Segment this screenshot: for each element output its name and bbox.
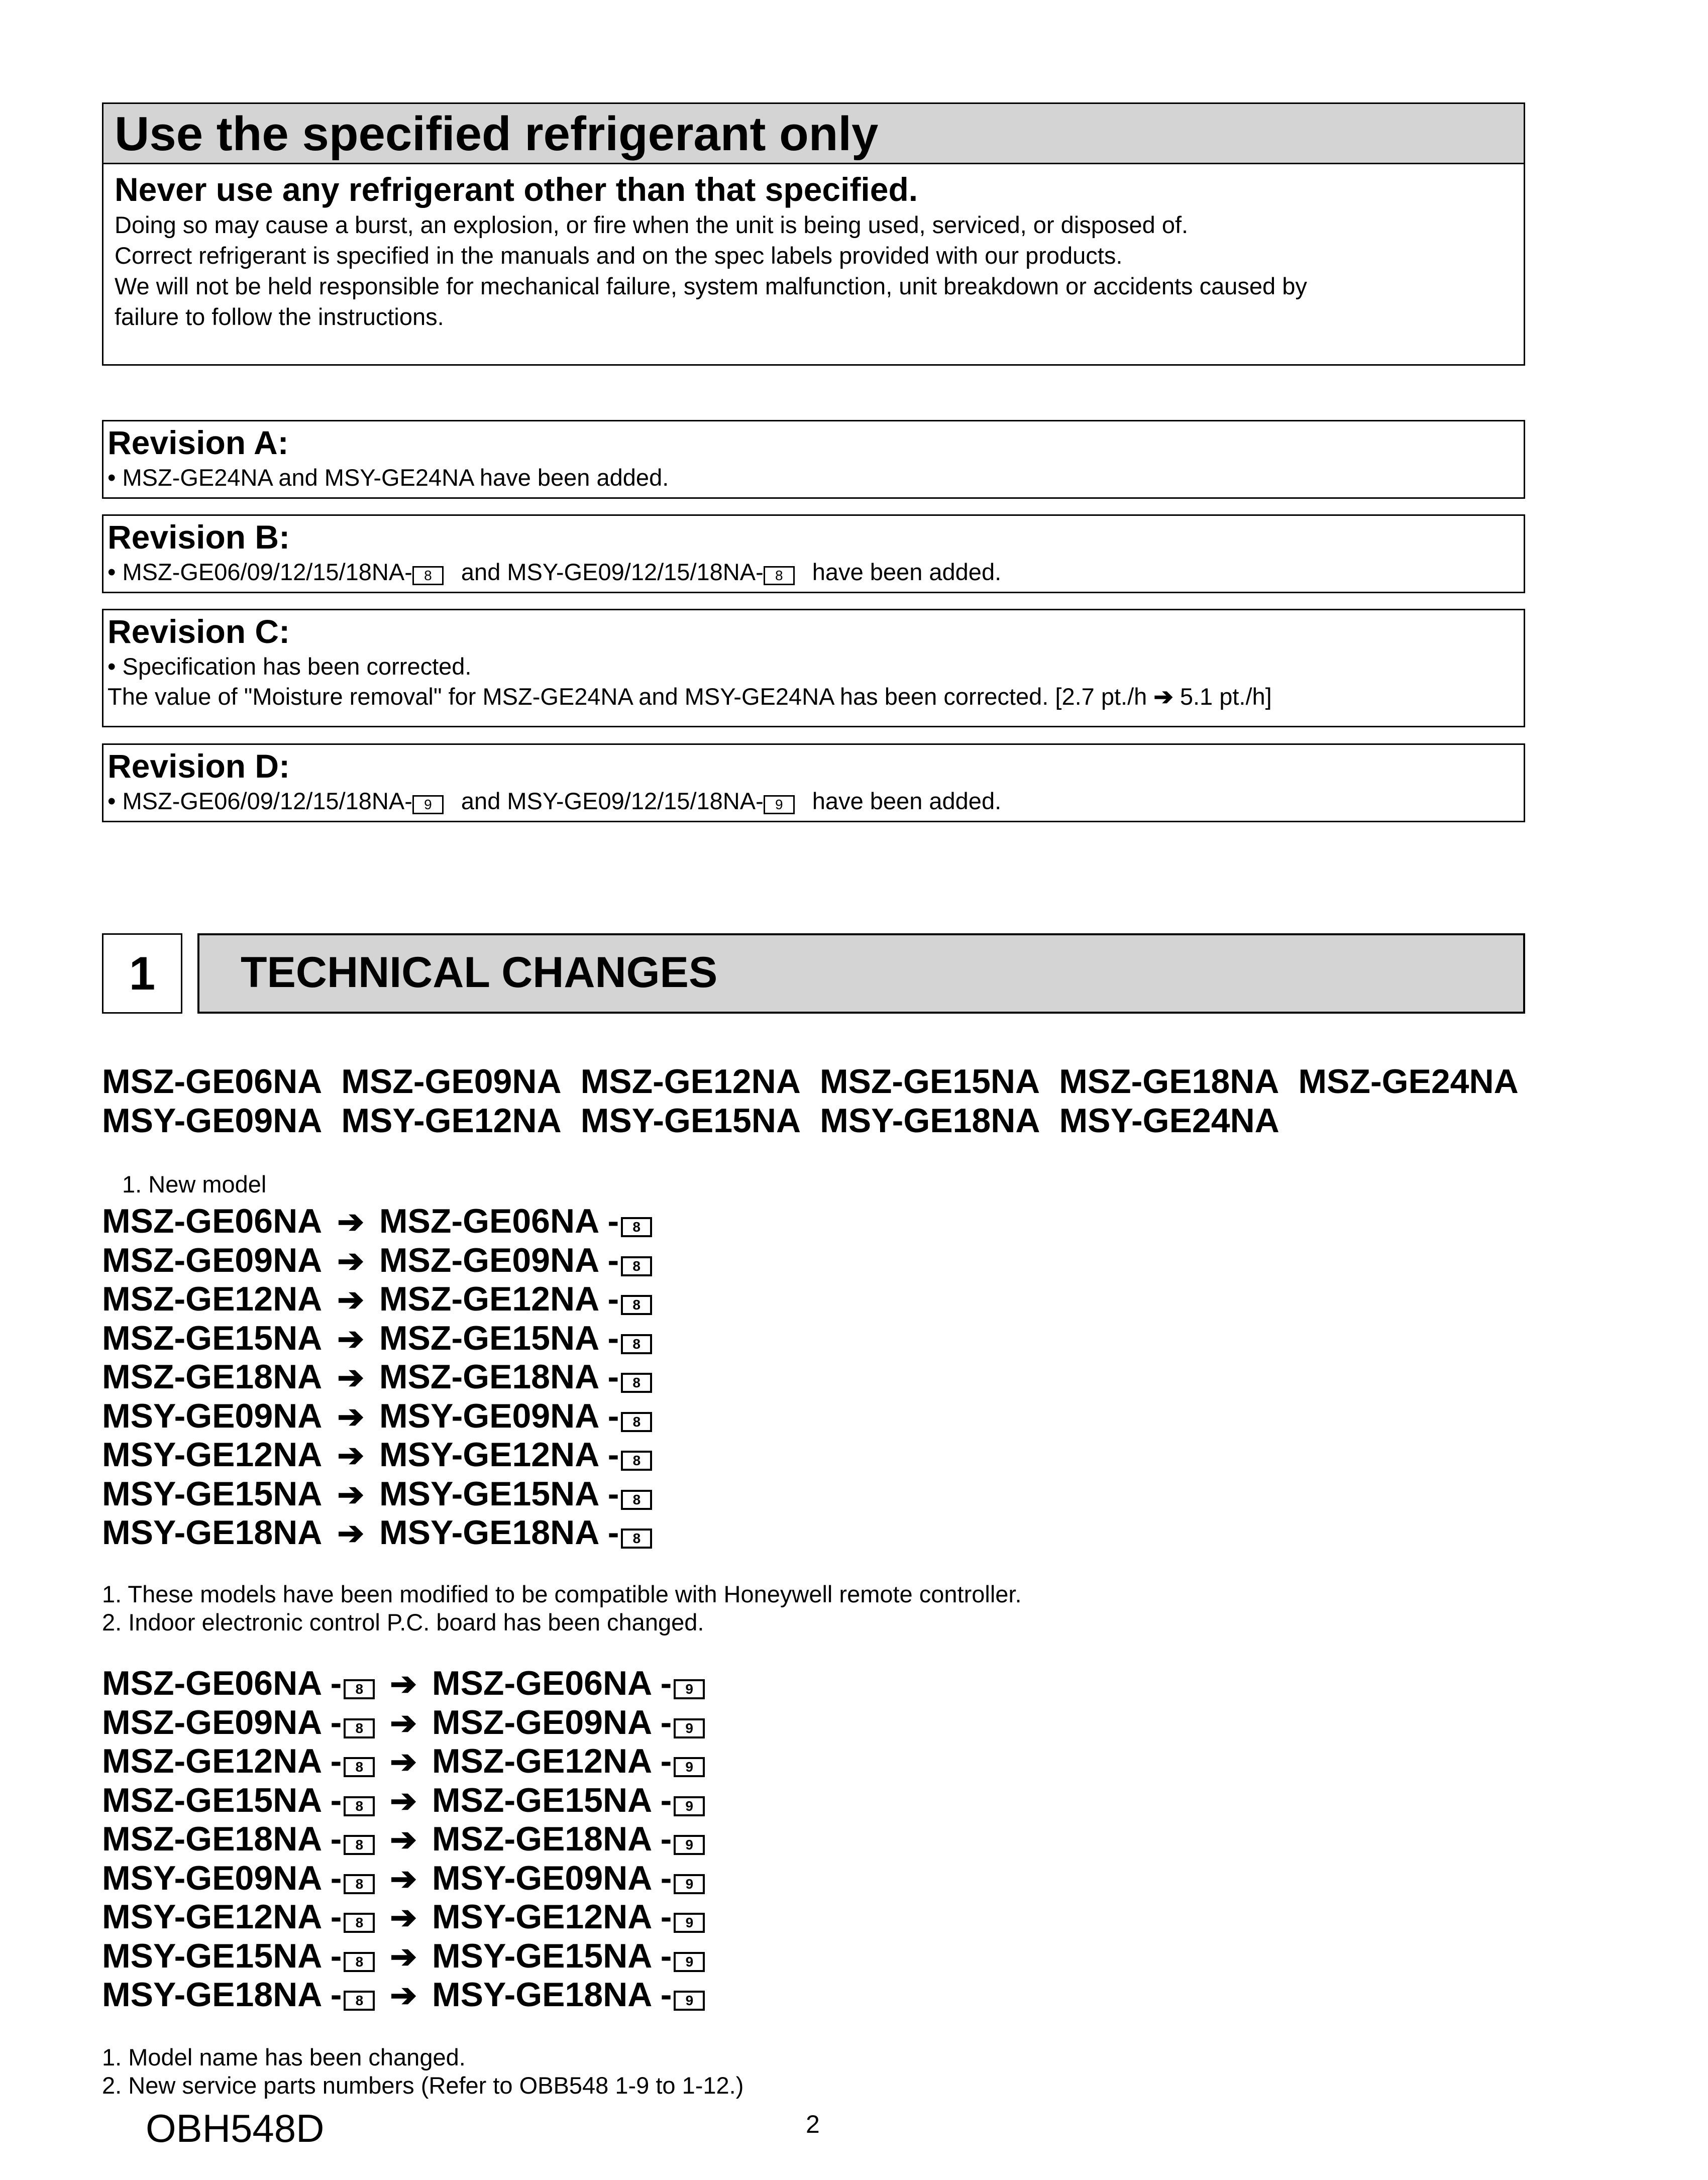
suffix-box: 8 — [621, 1451, 652, 1471]
from-model: MSZ-GE06NA — [102, 1202, 323, 1240]
suffix-box: 8 — [344, 1913, 375, 1933]
change-row — [102, 1936, 705, 1976]
model-name: MSY-GE09NA — [102, 1102, 323, 1140]
suffix-box: 9 — [412, 795, 444, 814]
change-row — [102, 1319, 652, 1358]
to-model: MSZ-GE12NA - — [379, 1280, 619, 1318]
suffix-box: 8 — [621, 1412, 652, 1432]
from-model: MSZ-GE06NA - — [102, 1664, 342, 1702]
suffix-box: 9 — [764, 795, 795, 814]
from-model: MSZ-GE15NA — [102, 1319, 323, 1357]
suffix-box: 9 — [674, 1718, 705, 1738]
arrow-icon: ➔ — [337, 1515, 364, 1551]
suffix-box: 8 — [344, 1757, 375, 1777]
to-model: MSZ-GE09NA - — [379, 1241, 619, 1279]
revision-c-title: Revision C: — [108, 613, 290, 650]
suffix-box: 9 — [674, 1835, 705, 1855]
document-code: OBH548D — [146, 2106, 325, 2150]
suffix-box: 8 — [344, 1952, 375, 1972]
revision-c-line2 — [108, 682, 1524, 712]
page-number: 2 — [806, 2110, 820, 2138]
to-model: MSZ-GE18NA - — [432, 1820, 672, 1858]
model-name: MSZ-GE24NA — [1298, 1062, 1519, 1101]
revision-b-box — [102, 514, 1525, 593]
change-row — [102, 1474, 652, 1514]
revision-d-title: Revision D: — [108, 747, 290, 785]
revision-c-line2-post: 5.1 pt./h] — [1180, 683, 1272, 710]
arrow-icon: ➔ — [337, 1476, 364, 1512]
revision-d-text-mid: and MSY-GE09/12/15/18NA- — [461, 788, 764, 814]
arrow-icon: ➔ — [337, 1281, 364, 1318]
revision-b-title: Revision B: — [108, 518, 290, 556]
arrow-icon: ➔ — [390, 1977, 417, 2013]
model-name: MSZ-GE18NA — [1059, 1062, 1279, 1101]
change-row — [102, 1513, 652, 1553]
warning-line: failure to follow the instructions. — [115, 303, 444, 330]
suffix-box: 9 — [674, 1679, 705, 1699]
arrow-icon: ➔ — [1153, 683, 1173, 710]
arrow-icon: ➔ — [390, 1860, 417, 1897]
revision-a-title: Revision A: — [108, 424, 289, 461]
change-row — [102, 1664, 705, 1703]
suffix-box: 8 — [764, 566, 795, 585]
change-row — [102, 1279, 652, 1319]
from-model: MSZ-GE15NA - — [102, 1781, 342, 1819]
to-model: MSY-GE09NA - — [432, 1859, 672, 1897]
suffix-box: 8 — [621, 1217, 652, 1237]
suffix-box: 8 — [344, 1874, 375, 1894]
change-row — [102, 1741, 705, 1781]
model-name: MSY-GE18NA — [820, 1102, 1040, 1140]
to-model: MSY-GE12NA - — [432, 1898, 672, 1936]
model-name: MSY-GE24NA — [1059, 1102, 1279, 1140]
to-model: MSY-GE12NA - — [379, 1436, 619, 1474]
suffix-box: 8 — [621, 1373, 652, 1393]
suffix-box: 8 — [621, 1256, 652, 1276]
suffix-box: 8 — [621, 1490, 652, 1510]
suffix-box: 8 — [344, 1991, 375, 2011]
arrow-icon: ➔ — [390, 1743, 417, 1780]
change-row — [102, 1435, 652, 1475]
suffix-box: 9 — [674, 1952, 705, 1972]
suffix-box: 9 — [674, 1913, 705, 1933]
new-model-label: 1. New model — [122, 1171, 267, 1197]
to-model: MSZ-GE06NA - — [379, 1202, 619, 1240]
revision-c-line1: • Specification has been corrected. — [108, 653, 472, 680]
revision-d-text-pre: • MSZ-GE06/09/12/15/18NA- — [108, 788, 412, 814]
to-model: MSY-GE15NA - — [379, 1474, 619, 1513]
arrow-icon: ➔ — [337, 1398, 364, 1435]
suffix-box: 8 — [344, 1835, 375, 1855]
suffix-box: 8 — [621, 1529, 652, 1549]
section-number: 1 — [102, 933, 182, 1014]
suffix-box: 9 — [674, 1874, 705, 1894]
to-model: MSZ-GE18NA - — [379, 1358, 619, 1396]
to-model: MSZ-GE09NA - — [432, 1703, 672, 1741]
warning-line: We will not be held responsible for mechanical failure, system malfunction, unit breakdown or accidents caused by — [115, 273, 1307, 299]
arrow-icon: ➔ — [337, 1320, 364, 1357]
revision-d-box — [102, 743, 1525, 822]
from-model: MSY-GE09NA — [102, 1396, 323, 1435]
suffix-box: 8 — [344, 1796, 375, 1816]
revision-b-text-mid: and MSY-GE09/12/15/18NA- — [461, 559, 764, 585]
revision-d-text-post: have been added. — [812, 788, 1002, 814]
model-name: MSZ-GE06NA — [102, 1062, 323, 1101]
change-row — [102, 1975, 705, 2015]
suffix-box: 9 — [674, 1757, 705, 1777]
from-model: MSY-GE09NA - — [102, 1859, 342, 1897]
change-row — [102, 1859, 705, 1898]
from-model: MSZ-GE18NA — [102, 1358, 323, 1396]
arrow-icon: ➔ — [390, 1782, 417, 1819]
from-model: MSZ-GE09NA — [102, 1241, 323, 1279]
revision-a-box — [102, 420, 1525, 499]
note-line: 1. These models have been modified to be compatible with Honeywell remote controller. — [102, 1581, 1022, 1607]
to-model: MSY-GE18NA - — [379, 1513, 619, 1552]
warning-title: Use the specified refrigerant only — [103, 104, 1524, 164]
warning-line: Doing so may cause a burst, an explosion, or fire when the unit is being used, serviced, or disposed of. — [115, 211, 1189, 238]
change-row — [102, 1396, 652, 1436]
arrow-icon: ➔ — [390, 1666, 417, 1702]
note-line: 1. Model name has been changed. — [102, 2044, 466, 2070]
to-model: MSY-GE18NA - — [432, 1976, 672, 2014]
from-model: MSZ-GE09NA - — [102, 1703, 342, 1741]
to-model: MSZ-GE15NA - — [432, 1781, 672, 1819]
arrow-icon: ➔ — [390, 1938, 417, 1975]
change-row — [102, 1819, 705, 1859]
from-model: MSY-GE15NA — [102, 1474, 323, 1513]
change-row — [102, 1703, 705, 1742]
from-model: MSZ-GE12NA — [102, 1280, 323, 1318]
suffix-box: 9 — [674, 1796, 705, 1816]
suffix-box: 8 — [412, 566, 444, 585]
refrigerant-warning-box — [102, 102, 1525, 366]
change-row — [102, 1241, 652, 1280]
change-row — [102, 1202, 652, 1241]
from-model: MSY-GE12NA - — [102, 1898, 342, 1936]
arrow-icon: ➔ — [337, 1437, 364, 1473]
revision-a-text: • MSZ-GE24NA and MSY-GE24NA have been added. — [108, 464, 669, 491]
model-name: MSY-GE12NA — [341, 1102, 562, 1140]
arrow-icon: ➔ — [337, 1242, 364, 1279]
to-model: MSZ-GE15NA - — [379, 1319, 619, 1357]
arrow-icon: ➔ — [337, 1204, 364, 1240]
suffix-box: 8 — [344, 1718, 375, 1738]
suffix-box: 8 — [621, 1295, 652, 1315]
to-model: MSZ-GE06NA - — [432, 1664, 672, 1702]
warning-line: Correct refrigerant is specified in the manuals and on the spec labels provided with our products. — [115, 242, 1123, 269]
suffix-box: 9 — [674, 1991, 705, 2011]
suffix-box: 8 — [621, 1334, 652, 1354]
model-name: MSZ-GE12NA — [580, 1062, 801, 1101]
model-name: MSZ-GE15NA — [819, 1062, 1040, 1101]
from-model: MSY-GE18NA - — [102, 1976, 342, 2014]
revision-b-text-pre: • MSZ-GE06/09/12/15/18NA- — [108, 559, 412, 585]
to-model: MSZ-GE12NA - — [432, 1742, 672, 1780]
model-name: MSY-GE15NA — [580, 1102, 801, 1140]
from-model: MSY-GE15NA - — [102, 1936, 342, 1975]
models-row-msz — [102, 1062, 1538, 1101]
models-row-msy — [102, 1101, 1299, 1140]
revision-c-box — [102, 609, 1525, 727]
to-model: MSY-GE09NA - — [379, 1396, 619, 1435]
warning-subtitle: Never use any refrigerant other than that specified. — [115, 171, 918, 208]
revision-b-text — [108, 557, 1524, 587]
suffix-box: 8 — [344, 1679, 375, 1699]
arrow-icon: ➔ — [390, 1821, 417, 1858]
revision-b-text-post: have been added. — [812, 559, 1002, 585]
arrow-icon: ➔ — [337, 1359, 364, 1395]
change-row — [102, 1357, 652, 1397]
revision-c-line2-pre: The value of "Moisture removal" for MSZ-GE24NA and MSY-GE24NA has been corrected. [2.7 pt./h — [108, 683, 1147, 710]
section-title: TECHNICAL CHANGES — [197, 933, 1525, 1014]
revision-d-text — [108, 786, 1524, 816]
arrow-icon: ➔ — [390, 1899, 417, 1935]
from-model: MSZ-GE18NA - — [102, 1820, 342, 1858]
note-line: 2. Indoor electronic control P.C. board has been changed. — [102, 1609, 704, 1636]
arrow-icon: ➔ — [390, 1704, 417, 1741]
from-model: MSZ-GE12NA - — [102, 1742, 342, 1780]
change-row — [102, 1781, 705, 1820]
model-name: MSZ-GE09NA — [341, 1062, 562, 1101]
to-model: MSY-GE15NA - — [432, 1936, 672, 1975]
from-model: MSY-GE18NA — [102, 1513, 323, 1552]
from-model: MSY-GE12NA — [102, 1436, 323, 1474]
note-line: 2. New service parts numbers (Refer to OBB548 1-9 to 1-12.) — [102, 2072, 744, 2099]
change-row — [102, 1897, 705, 1937]
